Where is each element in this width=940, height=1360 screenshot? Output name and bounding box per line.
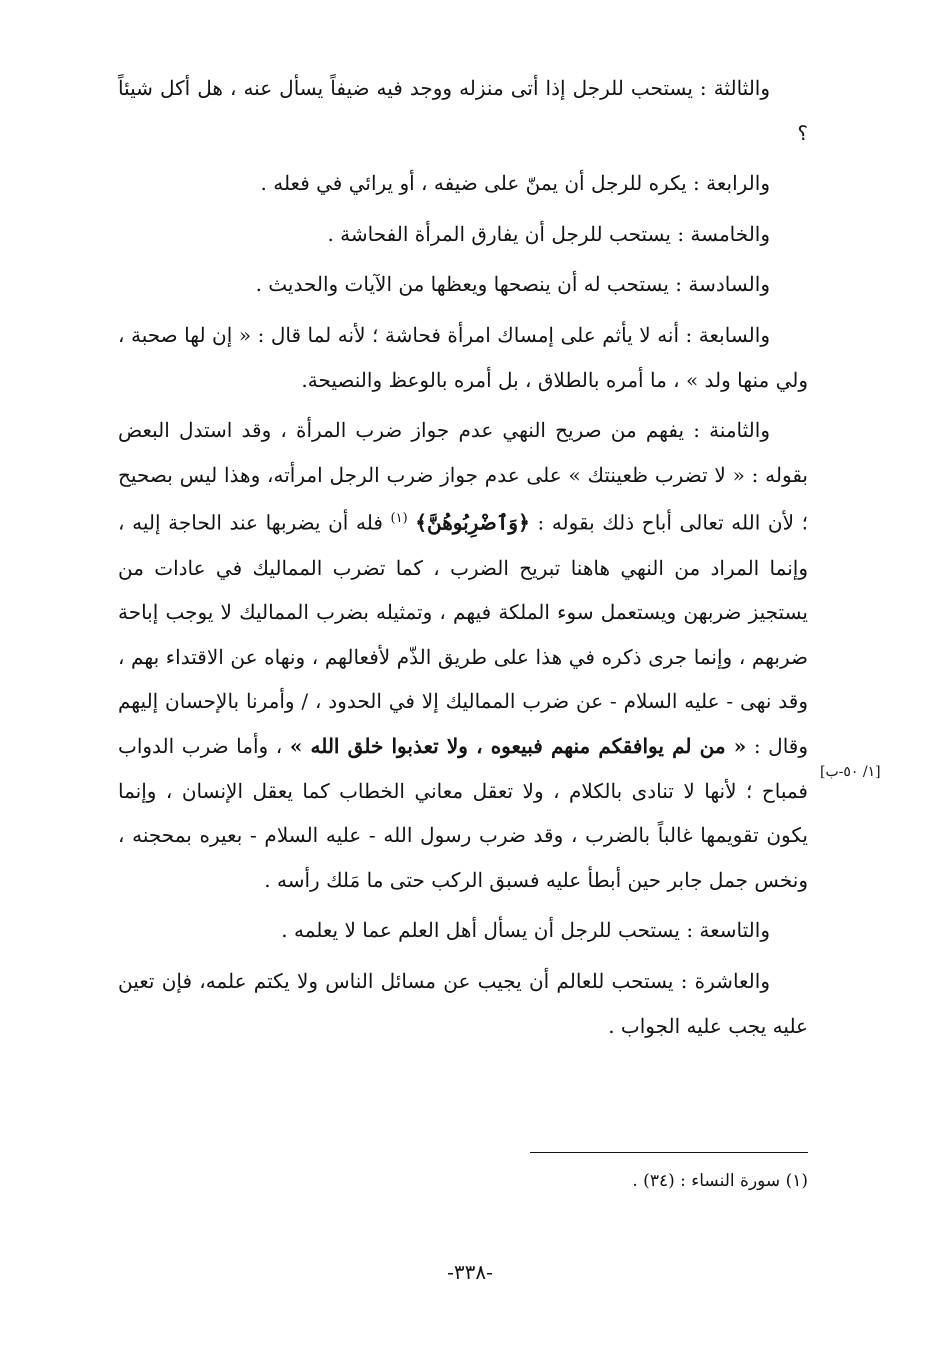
- paragraph-fourth: والرابعة : يكره للرجل أن يمنّ على ضيفه ، أو يرائي في فعله .: [260, 171, 770, 196]
- paragraph-eighth-part3: ، وأما ضرب الدواب فمباح ؛ لأنها لا تنادى بالكلام ، ولا تعقل معاني الخطاب كما يعقل الإنسان ، وإنما يكون تقويمها غالباً بالضرب ، وقد ضرب رسول الله - عليه السلام - بعيره بمحجنه ، ونخس جمل جابر حين أبطأ عليه فسبق الركب حتى ما مَلك رأسه .: [118, 733, 808, 892]
- footnote-reference[interactable]: (١): [390, 511, 408, 527]
- manuscript-folio-marker: [١/ ٥٠-ب]: [820, 764, 881, 780]
- footnote: (١) سورة النساء : (٣٤) .: [632, 1171, 808, 1191]
- hadith-quote: « من لم يوافقكم منهم فبيعوه ، ولا تعذبوا خلق الله »: [289, 733, 747, 758]
- quran-verse: ﴿وَٱضْرِبُوهُنَّ﴾: [415, 511, 530, 535]
- paragraph-third: والثالثة : يستحب للرجل إذا أتى منزله ووجد فيه ضيفاً يسأل عنه ، هل أكل شيئاً ؟: [118, 76, 808, 145]
- paragraph-eighth-part1: والثامنة : يفهم من صريح النهي عدم جواز ضرب المرأة ، وقد استدل البعض بقوله : « لا تضرب ظعينتك » على عدم جواز ضرب الرجل امرأته، وهذا ليس بصحيح ؛ لأن الله تعالى أباح ذلك بقوله :: [118, 418, 808, 535]
- paragraph-seventh: والسابعة : أنه لا يأثم على إمساك امرأة فحاشة ؛ لأنه لما قال : « إن لها صحبة ، ولي منها ولد » ، ما أمره بالطلاق ، بل أمره بالوعظ والنصيحة.: [118, 322, 808, 392]
- paragraph-tenth: والعاشرة : يستحب للعالم أن يجيب عن مسائل الناس ولا يكتم علمه، فإن تعين عليه يجب عليه الجواب .: [118, 968, 808, 1038]
- paragraph-fifth: والخامسة : يستحب للرجل أن يفارق المرأة الفحاشة .: [327, 221, 770, 246]
- paragraph-eighth: [118, 408, 808, 902]
- main-text: [118, 66, 808, 1054]
- paragraph-sixth: والسادسة : يستحب له أن ينصحها ويعظها من الآيات والحديث .: [255, 272, 770, 297]
- page-number: -٣٣٨-: [447, 1260, 493, 1284]
- footnote-divider: [530, 1152, 808, 1153]
- paragraph-eighth-part2: فله أن يضربها عند الحاجة إليه ، وإنما المراد من النهي هاهنا تبريح الضرب ، كما تضرب المماليك في عادات من يستجيز ضربهن ويستعمل سوء الملكة فيهم ، وتمثيله بضرب المماليك لا يوجب إباحة ضربهم ، وإنما جرى ذكره في هذا على طريق الذّم لأفعالهم ، ونهاه عن الاقتداء بهم ، وقد نهى - عليه السلام - عن ضرب المماليك إلا في الحدود ، / وأمرنا بالإحسان إليهم وقال :: [118, 511, 809, 758]
- paragraph-ninth: والتاسعة : يستحب للرجل أن يسأل أهل العلم عما لا يعلمه .: [281, 918, 770, 943]
